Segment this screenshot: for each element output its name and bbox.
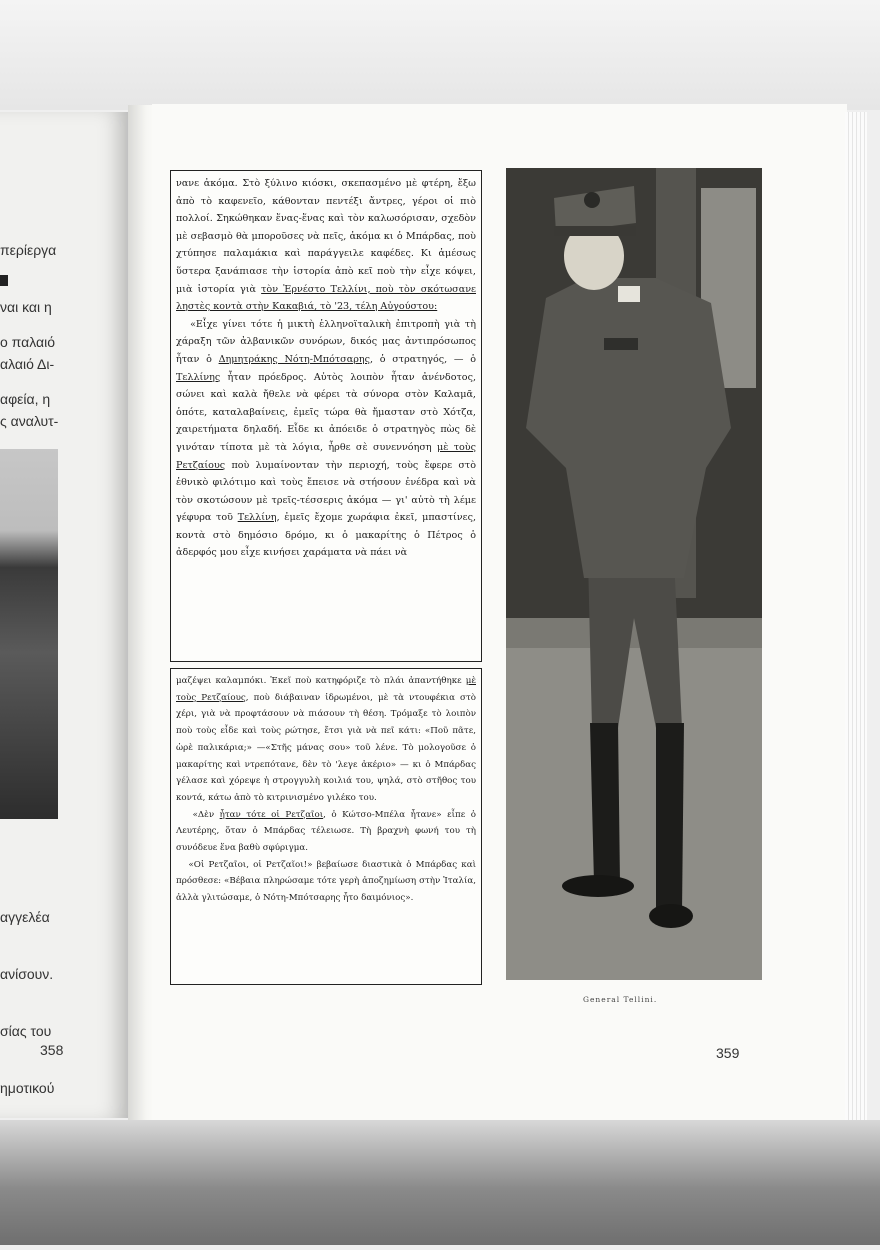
scan-background-bottom [0, 1120, 880, 1245]
paragraph: «Οἱ Ρετζαῖοι, οἱ Ρετζαῖοι!» βεβαίωσε διαστικὰ ὁ Μπάρδας καὶ πρόσθεσε: «Βέβαια πληρώσαμε τότε γερὴ ἀποζημίωση στὴν Ἰταλία, ἀλλὰ γλιτώσαμε, ὁ Νότη-Μπότσαρης ἦτο δαιμόνιος». [176, 859, 476, 904]
paragraph: νανε ἀκόμα. Στὸ ξύλινο κιόσκι, σκεπασμένο μὲ φτέρη, ἔξω ἀπὸ τὸ καφενεῖο, κάθονταν πεντέξι ἄντρες, γέροι οἱ πιὸ πολλοί. Σηκώθηκαν ἕνας-ἕνας καὶ τὸν καλωσόρισαν, σχεδὸν μὲ σεβασμὸ θὰ μποροῦσες νὰ πεῖς, ἀκόμα κι ὁ Μπάρδας, ποὺ χτύπησε παλαμάκια καὶ παράγγειλε καφέδες. Κι ἀμέσως ὕστερα ξανάπιασε τὴν ἱστορία ἀπὸ κεῖ ποὺ τὴν εἶχε κόψει, μιὰ ἱστορία γιὰ τὸν Ἐρνέστο Τελλίνι, ποὺ τὸν σκότωσανε ληστὲς κοντὰ στὴν Κακαβιά, τὸ '23, τέλη Αὐγούστου: [176, 178, 477, 313]
portrait-photo [506, 168, 762, 980]
text-box-lower [170, 668, 482, 985]
text-line: ο παλαιό [0, 334, 56, 350]
scan-background-top [0, 0, 880, 110]
text-line: αλαιό Δι- [0, 356, 55, 372]
left-page-number: 358 [40, 1042, 64, 1058]
text-line: αγγελέα [0, 909, 50, 925]
text-line: σίας του [0, 1023, 52, 1039]
text-line: αφεία, η [0, 391, 51, 407]
left-page [0, 112, 129, 1118]
paragraph: μαζέψει καλαμπόκι. Ἐκεῖ ποὺ κατηφόριζε τὸ πλάι ἀπαντήθηκε μὲ τοὺς Ρετζαίους, ποὺ διάβαιναν ἱδρωμένοι, μὲ τὰ ντουφέκια στὸ χέρι, γιὰ νὰ προφτάσουν νὰ πιάσουν τὴ θέση. Τρόμαξε τὸ λοιπὸν ποὺ τοὺς εἶδε καὶ τοὺς ρώτησε, ἔτσι γιὰ νὰ πεῖ κάτι: «Ποῦ πᾶτε, ὡρὲ παλικάρια;» —«Στῆς μάνας σου» τοῦ λένε. Τὸ μολογοῦσε ὁ μακαρίτης καὶ ντρεπότανε, δὲν τὸ 'λεγε ἀκέριο» — κι ὁ Μπάρδας γέλασε καὶ χόρεψε ἡ στρογγυλὴ κοιλιά του, ψηλά, στὸ στῆθος του κοντά, κάτω ἀπὸ τὸ κιτρινισμένο γιλέκο του. [176, 676, 476, 803]
text-line: ναι και η [0, 299, 52, 315]
paragraph: «Δὲν ἦταν τότε οἱ Ρετζαῖοι, ὁ Κώτσο-Μπέλα ἦτανε» εἶπε ὁ Λευτέρης, ὅταν ὁ Μπάρδας τέλειωσε. Τὴ βραχνὴ φωνή του τὴ συνόδευε ἕνα βαθὺ σφύριγμα. [176, 809, 477, 854]
right-page-number: 359 [716, 1045, 740, 1061]
text-line: ανίσουν. [0, 966, 54, 982]
paragraph: «Εἶχε γίνει τότε ἡ μικτὴ ἑλληνοϊταλικὴ ἐπιτροπὴ γιὰ τὴ χάραξη τῶν ἀλβανικῶν συνόρων, δικός μας ἀντιπρόσωπος ἦταν ὁ Δημητράκης Νότη-Μπότσαρης, ὁ στρατηγός, — ὁ Τελλίνης ἦταν πρόεδρος. Αὐτὸς λοιπὸν ἦταν ἀνένδοτος, σώνει καὶ καλὰ ἤθελε νὰ φέρει τὰ σύνορα στὸν Καλαμᾶ, ὁπότε, καταλαβαίνεις, ἐμεῖς τώρα θὰ ἤμασταν στὸ Χότζα, χαιρετήματα δηλαδή. Εἶδε κι ἀπόειδε ὁ στρατηγὸς πὼς δὲ γινόταν τίποτα μὲ τὰ λόγια, ἦρθε σὲ συνεννόηση μὲ τοὺς Ρετζαίους ποὺ λυμαίνονταν τὴν περιοχή, τοὺς ἔφερε στὸ ἐθνικὸ φιλότιμο καὶ τοὺς ἔπεισε νὰ στήσουν ἐνέδρα καὶ νὰ τὸν σκοτώσουν μὲ τρεῖς-τέσσερις ἀκόμα — γι' αὐτὸ τὴ λέμε γέφυρα τοῦ Τελλίνη, ἐμεῖς ἔχομε χωράφια ἐκεῖ, μπαστίνες, κοντὰ στὸ δημόσιο δρόμο, κι ὁ μακαρίτης ὁ Πέτρος ὁ ἀδερφός μου εἶχε κινήσει χαράματα νὰ πάει νὰ [176, 318, 477, 559]
text-box-upper [170, 170, 482, 662]
text-line: περίεργα [0, 242, 57, 258]
book-gutter [128, 105, 154, 1120]
officer-figure-icon [506, 168, 762, 980]
page-edges [845, 112, 867, 1122]
photo-caption: General Tellini. [583, 995, 658, 1004]
left-page-photo [0, 449, 58, 819]
text-line: ς αναλυτ- [0, 413, 59, 429]
text-line: ημοτικού [0, 1080, 55, 1096]
